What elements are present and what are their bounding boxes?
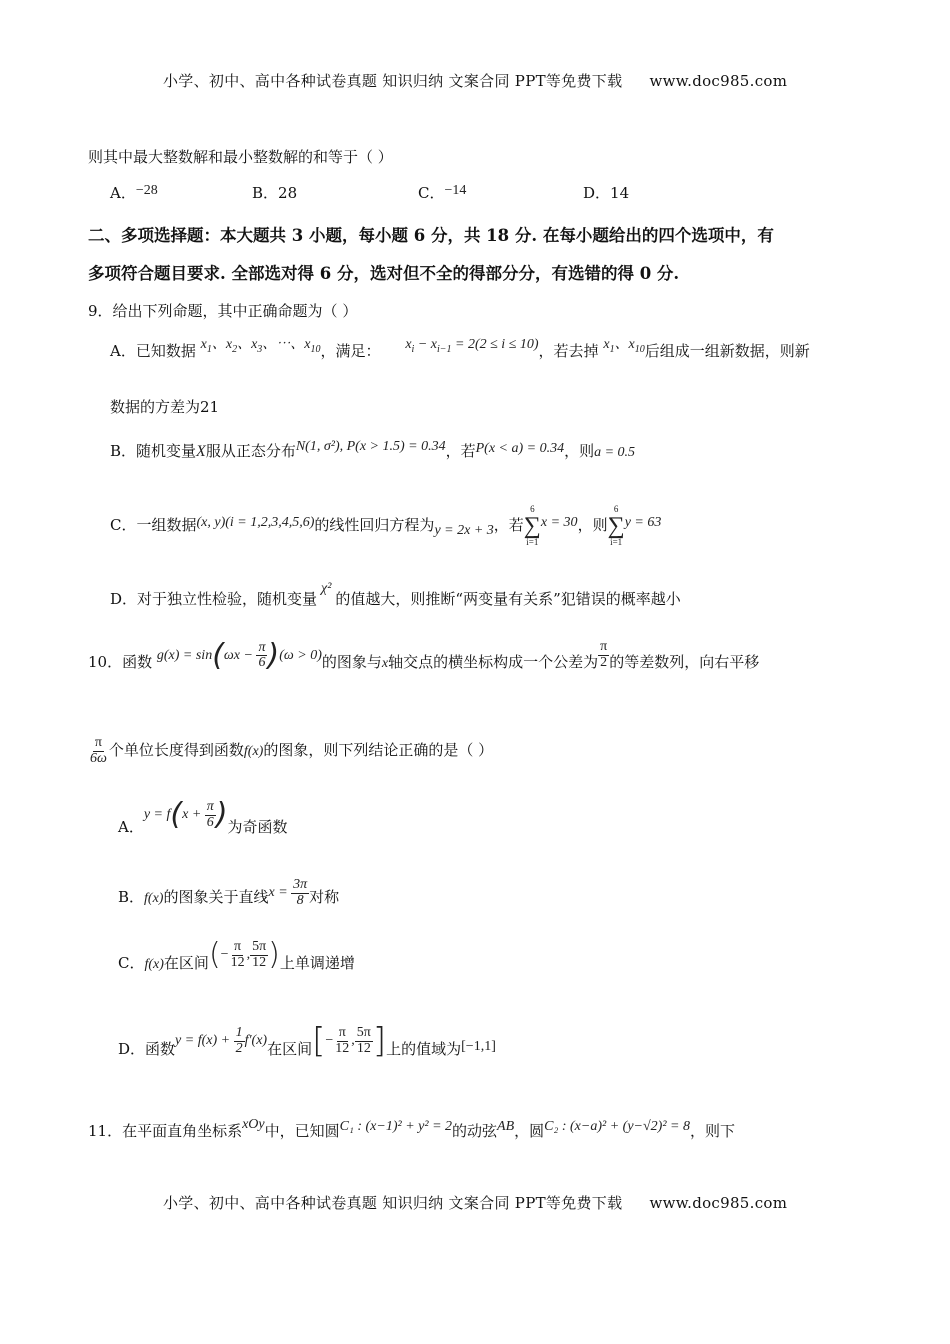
- q9a-removed: $x_1$、$x_{10}$: [603, 337, 645, 355]
- q9a-data: $x_1$、$x_2$、$x_3$、⋯、$x_{10}$: [200, 337, 321, 355]
- q9-option-b[interactable]: B．随机变量X服从正态分布N(1, σ²), P(x > 1.5) = 0.34，若P(x < a) = 0.34，则a = 0.5: [110, 439, 636, 460]
- q10-option-d[interactable]: D．函数y = f(x) + $\frac{1}{2}$ f′(x)在区间[− $\frac{\pi}{12}$ , $\frac{5\pi}{12}$ ]上的值域为[−1,1]: [118, 1021, 496, 1061]
- q10-function-g: g(x) = sin(ωx − $\frac{\pi}{6}$ )(ω > 0): [156, 637, 322, 673]
- q9a-condition: $x_i - x_{i-1} = 2(2 \le i \le 10)$: [405, 337, 539, 355]
- q10-option-c[interactable]: C．f(x)在区间(− $\frac{\pi}{12}$ , $\frac{5\pi}{12}$ )上单调递增: [118, 937, 355, 973]
- section2-line1: 二、多项选择题：本大题共 3 小题，每小题 6 分，共 18 分. 在每小题给出的四个选项中，有: [88, 226, 774, 245]
- q8-stem: 则其中最大整数解和最小整数解的和等于（ ）: [88, 148, 393, 166]
- q10-stem-line2: $\frac{\pi}{6\omega}$ 个单位长度得到函数f(x)的图象，则下列结论正确的是（ ）: [90, 735, 494, 766]
- q9-option-a[interactable]: A．已知数据 $x_1$、$x_2$、$x_3$、⋯、$x_{10}$，满足： $x_i - x_{i-1} = 2(2 \le i \le 10)$，若去掉 $x_1$、$x_{10}$后组成一组新数据，则新: [110, 337, 810, 360]
- q9c-regression: y = 2x + 3: [434, 523, 494, 538]
- footer-url[interactable]: www.doc985.com: [649, 1194, 788, 1212]
- q9a-line2: 数据的方差为21: [110, 398, 220, 416]
- q9-option-c[interactable]: C．一组数据(x, y)(i = 1,2,3,4,5,6)的线性回归方程为y = 2x + 3，若 6 ∑ i=1 x = 30，则 6 ∑ i=1 y = 63: [110, 504, 662, 547]
- q9-option-d[interactable]: D．对于独立性检验，随机变量χ²的值越大，则推断“两变量有关系”犯错误的概率越小: [110, 581, 681, 608]
- q10-option-a[interactable]: A．y = f(x + $\frac{\pi}{6}$ )为奇函数: [118, 797, 288, 837]
- q8-option-a[interactable]: A．−28: [110, 183, 158, 202]
- q8-option-c[interactable]: C．−14: [418, 183, 467, 202]
- page-footer: [163, 1192, 787, 1213]
- header-url[interactable]: www.doc985.com: [649, 72, 788, 90]
- footer-text: 小学、初中、高中各种试卷真题 知识归纳 文案合同 PPT等免费下载: [163, 1194, 623, 1212]
- q8-option-b[interactable]: B．28: [252, 184, 298, 202]
- section2-line2: 多项符合题目要求. 全部选对得 6 分，选对但不全的得部分分，有选错的得 0 分.: [88, 264, 680, 283]
- header-text: 小学、初中、高中各种试卷真题 知识归纳 文案合同 PPT等免费下载: [163, 72, 623, 90]
- q9-stem: 9．给出下列命题，其中正确命题为（ ）: [88, 302, 358, 320]
- page-header: [163, 70, 787, 91]
- q10-stem-line1: 10．函数 g(x) = sin(ωx − $\frac{\pi}{6}$ )(ω > 0)的图象与x轴交点的横坐标构成一个公差为 $\frac{\pi}{2}$ 的等差数列，向右平移: [88, 637, 760, 673]
- q10-option-b[interactable]: B．f(x)的图象关于直线x = $\frac{3\pi}{8}$ 对称: [118, 877, 340, 908]
- q8-option-d[interactable]: D．14: [583, 184, 630, 202]
- q11-stem: 11．在平面直角坐标系xOy中，已知圆C₁ : (x−1)² + y² = 2的动弦AB，圆C₂ : (x−a)² + (y−√2)² = 8，则下: [88, 1117, 735, 1140]
